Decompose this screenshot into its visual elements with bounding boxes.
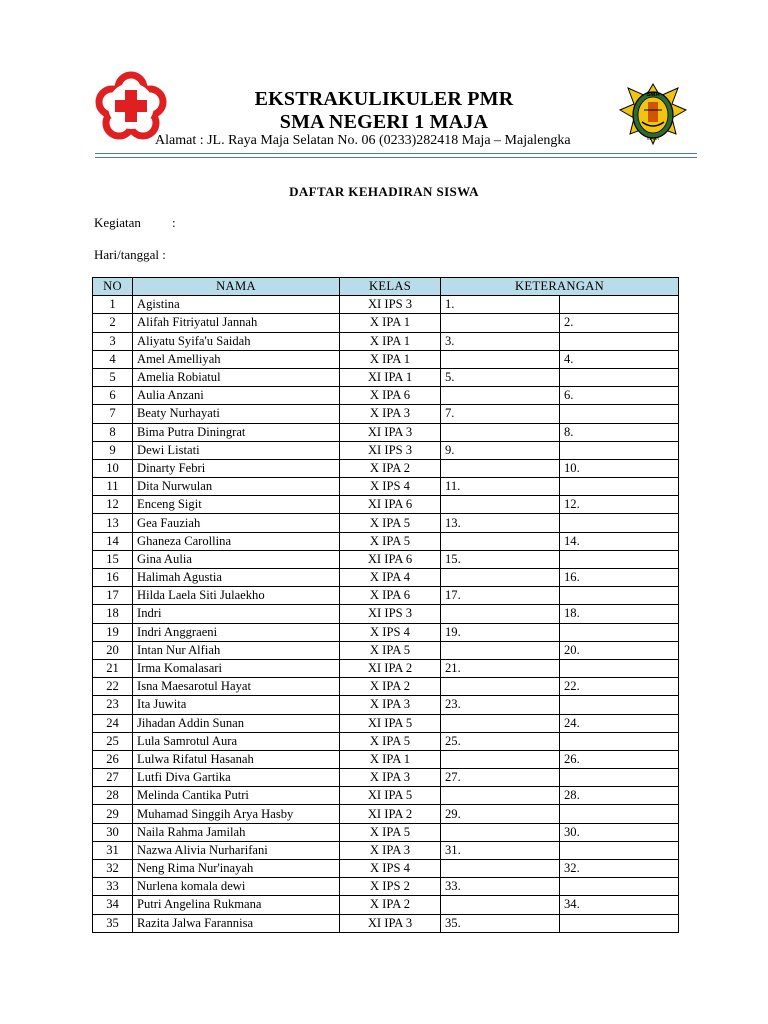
row-keterangan-left: 31. xyxy=(441,841,560,859)
row-keterangan-right: 4. xyxy=(560,350,679,368)
row-kelas: X IPA 3 xyxy=(340,769,441,787)
table-row xyxy=(93,387,679,405)
row-no: 24 xyxy=(93,714,133,732)
row-no: 20 xyxy=(93,641,133,659)
row-nama: Dewi Listati xyxy=(133,441,340,459)
row-keterangan-right: 34. xyxy=(560,896,679,914)
row-nama: Gea Fauziah xyxy=(133,514,340,532)
header-keterangan: KETERANGAN xyxy=(441,278,679,296)
row-nama: Halimah Agustia xyxy=(133,569,340,587)
row-kelas: X IPA 2 xyxy=(340,459,441,477)
row-keterangan-left xyxy=(441,605,560,623)
row-no: 25 xyxy=(93,732,133,750)
row-no: 29 xyxy=(93,805,133,823)
row-nama: Amel Amelliyah xyxy=(133,350,340,368)
table-row xyxy=(93,569,679,587)
row-keterangan-left xyxy=(441,314,560,332)
row-keterangan-left: 15. xyxy=(441,550,560,568)
table-row xyxy=(93,587,679,605)
table-row xyxy=(93,423,679,441)
row-nama: Jihadan Addin Sunan xyxy=(133,714,340,732)
table-row xyxy=(93,332,679,350)
table-row xyxy=(93,714,679,732)
row-keterangan-right xyxy=(560,368,679,386)
row-nama: Alifah Fitriyatul Jannah xyxy=(133,314,340,332)
table-row xyxy=(93,350,679,368)
row-kelas: X IPA 3 xyxy=(340,696,441,714)
row-keterangan-left: 13. xyxy=(441,514,560,532)
row-nama: Putri Angelina Rukmana xyxy=(133,896,340,914)
row-kelas: X IPA 5 xyxy=(340,514,441,532)
row-keterangan-left xyxy=(441,496,560,514)
row-keterangan-left xyxy=(441,678,560,696)
row-nama: Irma Komalasari xyxy=(133,659,340,677)
row-nama: Aulia Anzani xyxy=(133,387,340,405)
row-nama: Nurlena komala dewi xyxy=(133,878,340,896)
row-kelas: X IPA 6 xyxy=(340,387,441,405)
row-kelas: XI IPA 2 xyxy=(340,659,441,677)
row-keterangan-left xyxy=(441,787,560,805)
table-row xyxy=(93,314,679,332)
table-row xyxy=(93,623,679,641)
header-divider-thin xyxy=(95,157,697,158)
row-keterangan-right: 28. xyxy=(560,787,679,805)
table-row xyxy=(93,805,679,823)
row-nama: Isna Maesarotul Hayat xyxy=(133,678,340,696)
row-no: 18 xyxy=(93,605,133,623)
row-no: 21 xyxy=(93,659,133,677)
row-kelas: XI IPA 6 xyxy=(340,550,441,568)
row-no: 7 xyxy=(93,405,133,423)
row-keterangan-right xyxy=(560,514,679,532)
row-keterangan-left xyxy=(441,423,560,441)
row-kelas: X IPA 3 xyxy=(340,841,441,859)
table-row xyxy=(93,459,679,477)
row-keterangan-left: 9. xyxy=(441,441,560,459)
row-kelas: X IPA 4 xyxy=(340,569,441,587)
row-no: 1 xyxy=(93,296,133,314)
row-keterangan-left xyxy=(441,714,560,732)
row-no: 15 xyxy=(93,550,133,568)
table-row xyxy=(93,860,679,878)
row-keterangan-right xyxy=(560,769,679,787)
row-nama: Gina Aulia xyxy=(133,550,340,568)
table-row xyxy=(93,678,679,696)
row-keterangan-left xyxy=(441,569,560,587)
row-keterangan-left: 7. xyxy=(441,405,560,423)
row-no: 2 xyxy=(93,314,133,332)
row-keterangan-left: 19. xyxy=(441,623,560,641)
table-row xyxy=(93,914,679,932)
crest-bottom-text: MAJA xyxy=(646,136,660,141)
row-keterangan-left: 35. xyxy=(441,914,560,932)
row-keterangan-right: 32. xyxy=(560,860,679,878)
row-nama: Melinda Cantika Putri xyxy=(133,787,340,805)
table-row xyxy=(93,750,679,768)
row-keterangan-left: 3. xyxy=(441,332,560,350)
row-keterangan-right: 26. xyxy=(560,750,679,768)
row-keterangan-left: 23. xyxy=(441,696,560,714)
row-no: 5 xyxy=(93,368,133,386)
row-keterangan-right: 24. xyxy=(560,714,679,732)
tanggal-field xyxy=(94,247,166,263)
row-keterangan-left: 21. xyxy=(441,659,560,677)
table-row xyxy=(93,841,679,859)
row-kelas: X IPA 1 xyxy=(340,350,441,368)
row-keterangan-right: 12. xyxy=(560,496,679,514)
row-keterangan-right: 22. xyxy=(560,678,679,696)
row-no: 31 xyxy=(93,841,133,859)
row-nama: Ita Juwita xyxy=(133,696,340,714)
row-no: 34 xyxy=(93,896,133,914)
row-no: 6 xyxy=(93,387,133,405)
row-nama: Intan Nur Alfiah xyxy=(133,641,340,659)
row-kelas: XI IPS 3 xyxy=(340,441,441,459)
row-keterangan-left xyxy=(441,860,560,878)
row-keterangan-right: 16. xyxy=(560,569,679,587)
table-row xyxy=(93,659,679,677)
row-keterangan-left: 1. xyxy=(441,296,560,314)
row-keterangan-right xyxy=(560,732,679,750)
row-kelas: X IPS 2 xyxy=(340,878,441,896)
row-no: 22 xyxy=(93,678,133,696)
row-no: 30 xyxy=(93,823,133,841)
row-nama: Lulwa Rifatul Hasanah xyxy=(133,750,340,768)
row-no: 26 xyxy=(93,750,133,768)
row-keterangan-left xyxy=(441,641,560,659)
kegiatan-field xyxy=(94,215,176,231)
row-kelas: X IPA 1 xyxy=(340,332,441,350)
row-kelas: XI IPA 1 xyxy=(340,368,441,386)
table-row xyxy=(93,787,679,805)
row-keterangan-left: 25. xyxy=(441,732,560,750)
org-title: EKSTRAKULIKULER PMR xyxy=(254,88,514,110)
row-kelas: X IPS 4 xyxy=(340,860,441,878)
row-kelas: X IPA 5 xyxy=(340,823,441,841)
row-keterangan-left xyxy=(441,387,560,405)
row-nama: Beaty Nurhayati xyxy=(133,405,340,423)
table-header-row xyxy=(93,278,679,296)
row-keterangan-right xyxy=(560,696,679,714)
table-row xyxy=(93,441,679,459)
row-keterangan-right: 30. xyxy=(560,823,679,841)
row-keterangan-right xyxy=(560,914,679,932)
row-keterangan-right: 10. xyxy=(560,459,679,477)
table-row xyxy=(93,641,679,659)
header-no: NO xyxy=(93,278,133,296)
document-title: DAFTAR KEHADIRAN SISWA xyxy=(289,184,479,199)
row-kelas: XI IPA 5 xyxy=(340,787,441,805)
row-nama: Indri Anggraeni xyxy=(133,623,340,641)
row-keterangan-left: 29. xyxy=(441,805,560,823)
row-no: 23 xyxy=(93,696,133,714)
row-nama: Naila Rahma Jamilah xyxy=(133,823,340,841)
row-kelas: X IPA 6 xyxy=(340,587,441,605)
row-keterangan-right xyxy=(560,841,679,859)
row-nama: Aliyatu Syifa'u Saidah xyxy=(133,332,340,350)
row-no: 13 xyxy=(93,514,133,532)
table-row xyxy=(93,296,679,314)
table-row xyxy=(93,405,679,423)
row-no: 3 xyxy=(93,332,133,350)
table-row xyxy=(93,878,679,896)
row-kelas: XI IPA 5 xyxy=(340,714,441,732)
row-keterangan-right xyxy=(560,441,679,459)
school-name: SMA NEGERI 1 MAJA xyxy=(279,111,489,133)
row-keterangan-right xyxy=(560,332,679,350)
row-nama: Indri xyxy=(133,605,340,623)
row-keterangan-right xyxy=(560,587,679,605)
row-nama: Amelia Robiatul xyxy=(133,368,340,386)
row-keterangan-right: 18. xyxy=(560,605,679,623)
row-no: 8 xyxy=(93,423,133,441)
row-nama: Neng Rima Nur'inayah xyxy=(133,860,340,878)
row-nama: Agistina xyxy=(133,296,340,314)
row-nama: Hilda Laela Siti Julaekho xyxy=(133,587,340,605)
row-keterangan-left: 17. xyxy=(441,587,560,605)
row-nama: Muhamad Singgih Arya Hasby xyxy=(133,805,340,823)
row-keterangan-right xyxy=(560,405,679,423)
row-keterangan-left: 11. xyxy=(441,478,560,496)
row-no: 32 xyxy=(93,860,133,878)
row-kelas: XI IPS 3 xyxy=(340,605,441,623)
row-keterangan-right xyxy=(560,623,679,641)
row-no: 19 xyxy=(93,623,133,641)
row-kelas: XI IPS 3 xyxy=(340,296,441,314)
row-nama: Bima Putra Diningrat xyxy=(133,423,340,441)
table-row xyxy=(93,696,679,714)
row-keterangan-right xyxy=(560,550,679,568)
row-kelas: X IPS 4 xyxy=(340,623,441,641)
row-kelas: XI IPA 3 xyxy=(340,914,441,932)
row-nama: Dinarty Febri xyxy=(133,459,340,477)
row-keterangan-right xyxy=(560,805,679,823)
attendance-table xyxy=(92,277,679,933)
row-keterangan-right xyxy=(560,296,679,314)
row-keterangan-right xyxy=(560,659,679,677)
row-kelas: XI IPA 6 xyxy=(340,496,441,514)
row-kelas: XI IPA 3 xyxy=(340,423,441,441)
row-keterangan-right: 20. xyxy=(560,641,679,659)
row-no: 33 xyxy=(93,878,133,896)
row-kelas: X IPA 5 xyxy=(340,732,441,750)
row-kelas: X IPA 1 xyxy=(340,750,441,768)
row-keterangan-right xyxy=(560,478,679,496)
row-keterangan-right: 6. xyxy=(560,387,679,405)
row-keterangan-left: 33. xyxy=(441,878,560,896)
row-keterangan-right: 2. xyxy=(560,314,679,332)
row-kelas: XI IPA 2 xyxy=(340,805,441,823)
table-row xyxy=(93,532,679,550)
table-row xyxy=(93,605,679,623)
row-no: 11 xyxy=(93,478,133,496)
row-keterangan-left xyxy=(441,896,560,914)
row-keterangan-right xyxy=(560,878,679,896)
row-nama: Lula Samrotul Aura xyxy=(133,732,340,750)
row-no: 16 xyxy=(93,569,133,587)
row-nama: Ghaneza Carollina xyxy=(133,532,340,550)
table-body xyxy=(93,296,679,933)
row-keterangan-left xyxy=(441,750,560,768)
row-kelas: X IPA 2 xyxy=(340,678,441,696)
table-row xyxy=(93,550,679,568)
row-keterangan-right: 8. xyxy=(560,423,679,441)
row-nama: Enceng Sigit xyxy=(133,496,340,514)
row-keterangan-left xyxy=(441,532,560,550)
row-keterangan-left: 27. xyxy=(441,769,560,787)
table-row xyxy=(93,514,679,532)
row-kelas: X IPA 2 xyxy=(340,896,441,914)
row-kelas: X IPA 5 xyxy=(340,532,441,550)
row-kelas: X IPA 1 xyxy=(340,314,441,332)
table-row xyxy=(93,496,679,514)
table-row xyxy=(93,896,679,914)
row-no: 35 xyxy=(93,914,133,932)
header-kelas: KELAS xyxy=(340,278,441,296)
row-no: 4 xyxy=(93,350,133,368)
crest-top-text: SMA xyxy=(646,92,660,98)
table-row xyxy=(93,368,679,386)
row-kelas: X IPA 5 xyxy=(340,641,441,659)
table-row xyxy=(93,732,679,750)
row-keterangan-left xyxy=(441,350,560,368)
row-keterangan-left: 5. xyxy=(441,368,560,386)
row-no: 9 xyxy=(93,441,133,459)
header-nama: NAMA xyxy=(133,278,340,296)
row-no: 12 xyxy=(93,496,133,514)
row-kelas: X IPA 3 xyxy=(340,405,441,423)
school-address: Alamat : JL. Raya Maja Selatan No. 06 (0233)282418 Maja – Majalengka xyxy=(155,133,571,148)
row-nama: Razita Jalwa Farannisa xyxy=(133,914,340,932)
row-no: 27 xyxy=(93,769,133,787)
row-nama: Lutfi Diva Gartika xyxy=(133,769,340,787)
row-nama: Nazwa Alivia Nurharifani xyxy=(133,841,340,859)
table-row xyxy=(93,769,679,787)
tanggal-label: Hari/tanggal : xyxy=(94,247,166,262)
row-no: 14 xyxy=(93,532,133,550)
row-no: 17 xyxy=(93,587,133,605)
kegiatan-label: Kegiatan xyxy=(94,215,141,230)
row-keterangan-left xyxy=(441,459,560,477)
row-no: 28 xyxy=(93,787,133,805)
table-row xyxy=(93,823,679,841)
kegiatan-colon: : xyxy=(172,215,176,230)
row-keterangan-right: 14. xyxy=(560,532,679,550)
table-row xyxy=(93,478,679,496)
row-kelas: X IPS 4 xyxy=(340,478,441,496)
row-keterangan-left xyxy=(441,823,560,841)
row-no: 10 xyxy=(93,459,133,477)
header-divider xyxy=(95,153,697,154)
row-nama: Dita Nurwulan xyxy=(133,478,340,496)
